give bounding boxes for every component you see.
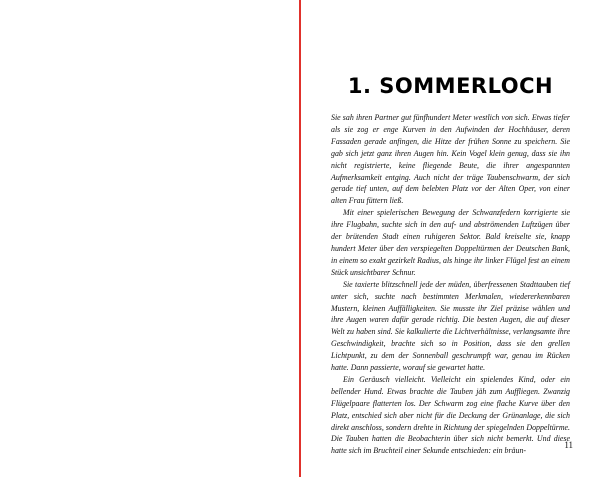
body-text <box>331 112 570 457</box>
paragraph: Sie sah ihren Partner gut fünfhundert Meter westlich von sich. Etwas tiefer als sie zog er enge Kurven in den Aufwinden der Hochhäuser, deren Fassaden gerade anfingen, die Hitze der frühen Sonne zu speichern. Sie gab sich jetzt ganz ihren Augen hin. Kein Vogel klein genug, dass sie ihn nicht registrierte, keine fliegende Beute, die ihrer angespannten Aufmerksamkeit entging. Auch nicht der träge Taubenschwarm, der sich gerade tief unten, auf dem belebten Platz vor der Alten Oper, von einer alten Frau füttern ließ. <box>331 113 570 206</box>
paragraph: Ein Geräusch vielleicht. Vielleicht ein spielendes Kind, oder ein bellender Hund. Etwas brachte die Tauben jäh zum Auffliegen. Zwanzig Flügelpaare flatterten los. Der Schwarm zog eine flache Kurve über den Platz, entschied sich aber nicht für die Deckung der Grünanlage, die sich direkt anschloss, sondern drehte in Richtung der spiegelnden Doppeltürme. Die Tauben hatten die Beobachterin über sich nicht bemerkt. Und diese hatte sich im Bruchteil einer Sekunde entschieden: ein bräun- <box>331 374 570 456</box>
chapter-title: 1. SOMMERLOCH <box>347 74 554 98</box>
paragraph: Sie taxierte blitzschnell jede der müden, überfressenen Stadttauben tief unter sich, suchte nach bestimmten Merkmalen, wiedererkennbaren Mustern, kleinen Auffälligkeiten. Sie musste ihr Ziel präzise wählen und ihre Augen waren dafür gerade richtig. Die besten Augen, die auf dieser Welt zu haben sind. Sie kalkulierte die Lichtverhältnisse, verlangsamte ihre Geschwindigkeit, brachte sich so in Position, dass sie den grellen Lichtpunkt, zu dem der Sonnenball geschrumpft war, genau im Rücken hatte. Dann passierte, worauf sie gewartet hatte. <box>331 279 570 373</box>
left-page <box>0 0 299 477</box>
page-number: 11 <box>564 440 573 450</box>
paragraph: Mit einer spielerischen Bewegung der Schwanzfedern korrigierte sie ihre Flugbahn, suchte sich in den auf- und abströmenden Luftzügen über der brütenden Stadt einen ruhigeren Sektor. Bald kreiselte sie, knapp hundert Meter über den verspiegelten Doppeltürmen der Deutschen Bank, in einem so exakt gezirkelt Radius, als hinge ihr linker Flügel fest an einem Stück unsichtbarer Schnur. <box>331 208 570 277</box>
right-page <box>301 0 600 477</box>
